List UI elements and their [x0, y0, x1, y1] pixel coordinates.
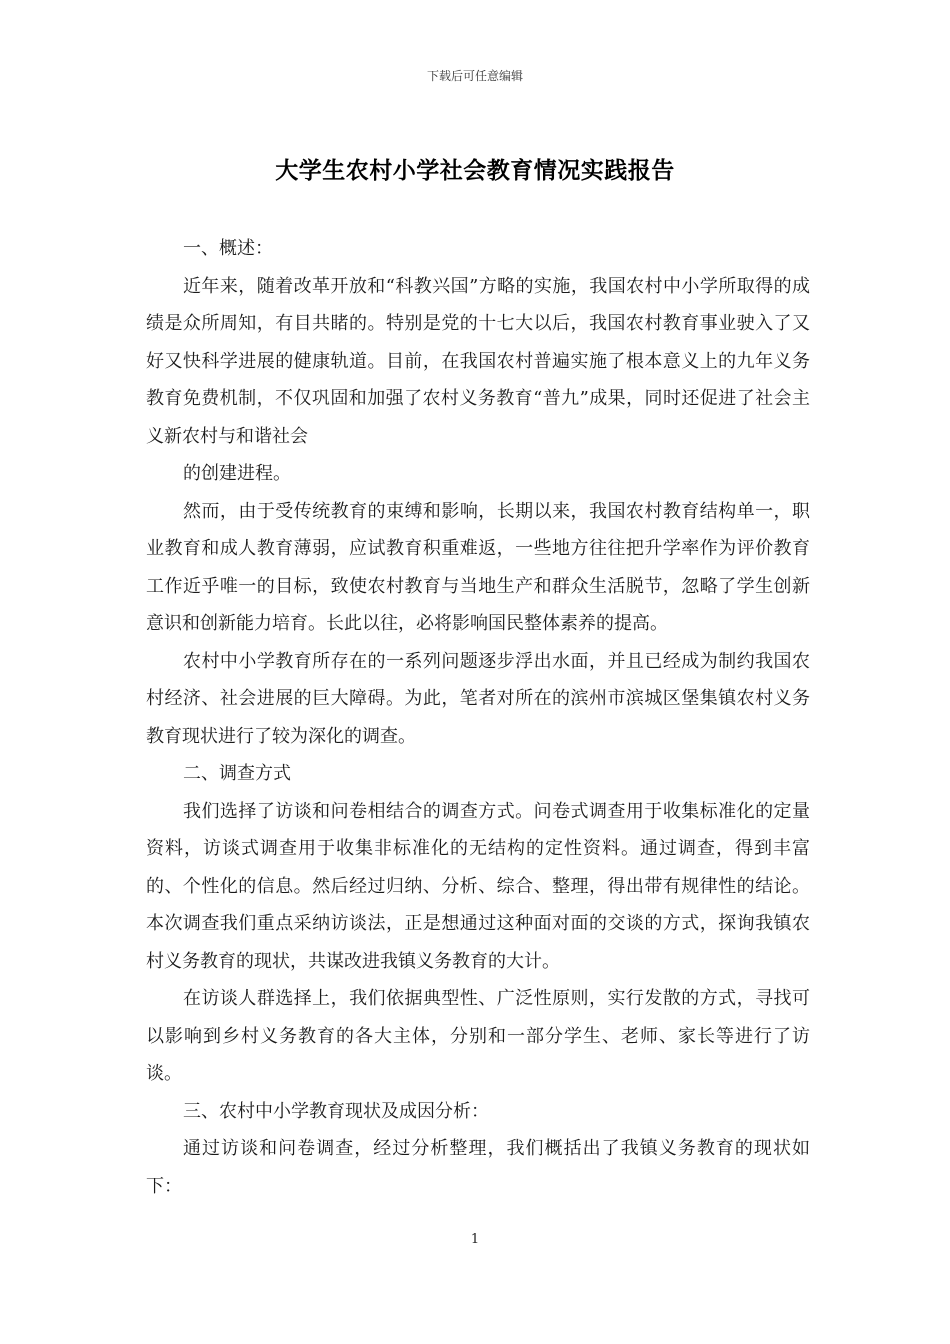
- paragraph: 在访谈人群选择上，我们依据典型性、广泛性原则，实行发散的方式，寻找可以影响到乡村义务教育的各大主体，分别和一部分学生、老师、家长等进行了访谈。: [146, 988, 810, 1084]
- paragraph: 通过访谈和问卷调查，经过分析整理，我们概括出了我镇义务教育的现状如下：: [146, 1138, 810, 1197]
- page-number: 1: [470, 1232, 480, 1247]
- section-heading-status-analysis: 三、农村中小学教育现状及成因分析：: [183, 1100, 489, 1122]
- paragraph: 农村中小学教育所存在的一系列问题逐步浮出水面，并且已经成为制约我国农村经济、社会进展的巨大障碍。为此，笔者对所在的滨州市滨城区堡集镇农村义务教育现状进行了较为深化的调查。: [146, 650, 810, 747]
- header-note: 下载后可任意编辑: [426, 69, 523, 83]
- paragraph: 我们选择了访谈和问卷相结合的调查方式。问卷式调查用于收集标准化的定量资料，访谈式调查用于收集非标准化的无结构的定性资料。通过调查，得到丰富的、个性化的信息。然后经过归纳、分析、综合、整理，得出带有规律性的结论。本次调查我们重点采纳访谈法，正是想通过这种面对面的交谈的方式，探询我镇农村义务教育的现状，共谋改进我镇义务教育的大计。: [146, 800, 810, 972]
- paragraph: 近年来，随着改革开放和“科教兴国”方略的实施，我国农村中小学所取得的成绩是众所周知，有目共睹的。特别是党的十七大以后，我国农村教育事业驶入了又好又快科学进展的健康轨道。目前，在我国农村普遍实施了根本意义上的九年义务教育免费机制，不仅巩固和加强了农村义务教育“普九”成果，同时还促进了社会主义新农村与和谐社会: [146, 275, 810, 447]
- document-body: [146, 230, 810, 1205]
- paragraph: 的创建进程。: [183, 463, 291, 484]
- paragraph: 然而，由于受传统教育的束缚和影响，长期以来，我国农村教育结构单一，职业教育和成人教育薄弱，应试教育积重难返，一些地方往往把升学率作为评价教育工作近乎唯一的目标，致使农村教育与当地生产和群众生活脱节，忽略了学生创新意识和创新能力培育。长此以往，必将影响国民整体素养的提高。: [146, 500, 810, 634]
- section-heading-survey-method: 二、调查方式: [183, 763, 291, 784]
- document-title: 大学生农村小学社会教育情况实践报告: [275, 157, 675, 184]
- section-heading-overview: 一、概述：: [183, 238, 273, 259]
